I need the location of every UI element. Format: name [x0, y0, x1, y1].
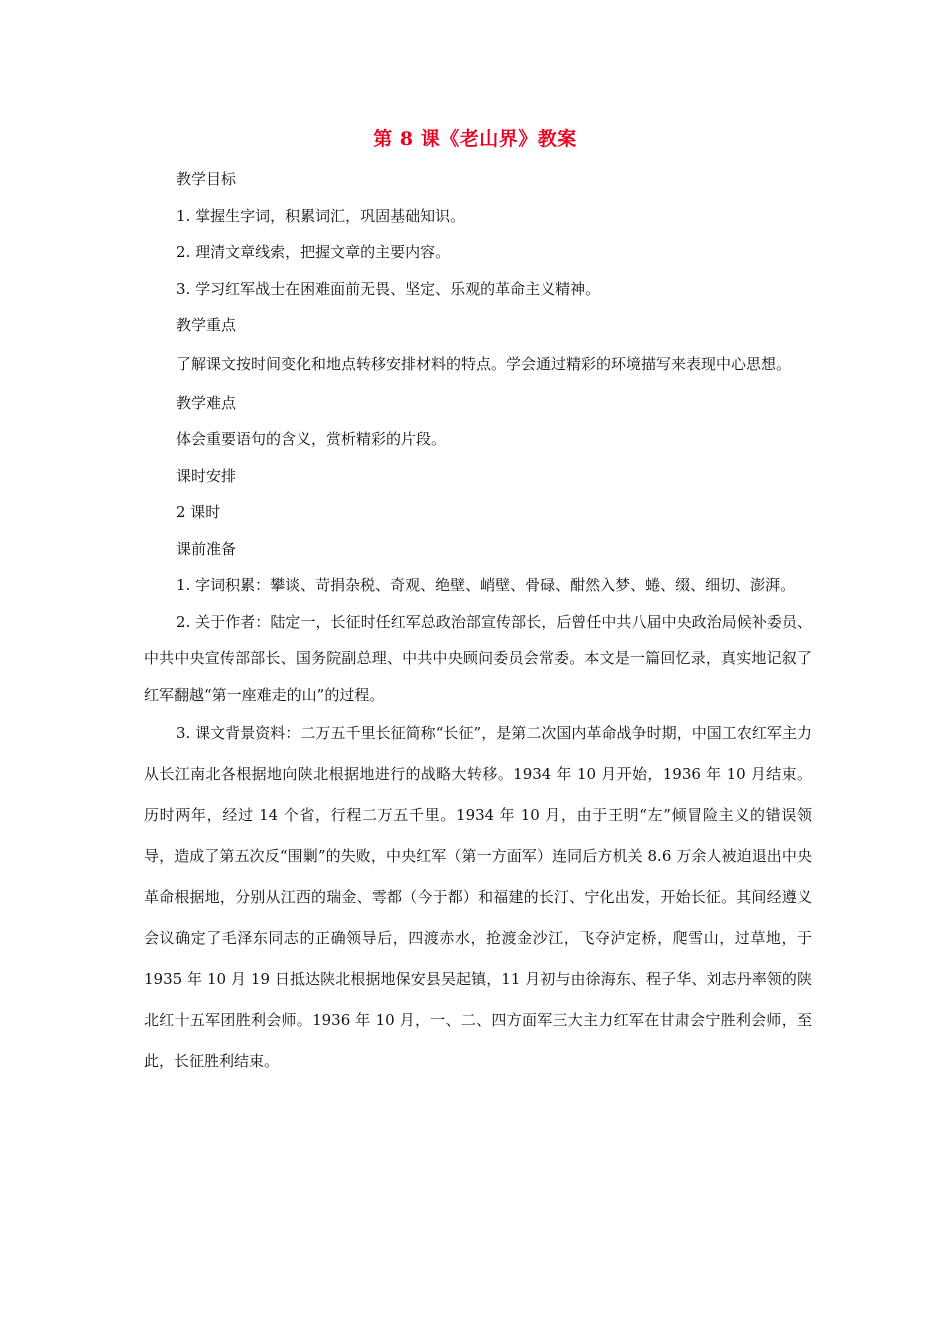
preparation-author: 2. 关于作者：陆定一，长征时任红军总政治部宣传部长，后曾任中共八届中央政治局候补委员、中共中央宣传部部长、国务院副总理、中共中央顾问委员会常委。本文是一篇回忆录，真实地记叙了红军翻越“第一座难走的山”的过程。: [144, 612, 812, 704]
difficulties-text: 体会重要语句的含义，赏析精彩的片段。: [176, 430, 447, 448]
objective-3: 3. 学习红军战士在困难面前无畏、坚定、乐观的革命主义精神。: [176, 279, 601, 298]
key-points-text: 了解课文按时间变化和地点转移安排材料的特点。学会通过精彩的环境描写来表现中心思想。: [176, 354, 792, 373]
objective-1: 1. 掌握生字词，积累词汇，巩固基础知识。: [176, 206, 466, 225]
preparation-vocabulary: 1. 字词积累：攀谈、苛捐杂税、奇观、绝壁、峭壁、骨碌、酣然入梦、蜷、缀、细切、澎湃。: [176, 576, 796, 594]
heading-key-points: 教学重点: [176, 316, 237, 334]
document-title: 第 8 课《老山界》教案: [373, 128, 577, 150]
heading-schedule: 课时安排: [176, 466, 237, 485]
objective-2: 2. 理清文章线索，把握文章的主要内容。: [176, 243, 451, 261]
preparation-background: 3. 课文背景资料：二万五千里长征简称“长征”，是第二次国内革命战争时期，中国工农红军主力从长江南北各根据地向陕北根据地进行的战略大转移。1934 年 10 月开始，1936 年 10 月结束。历时两年，经过 14 个省，行程二万五千里。1934 年 10 月，由于王明“左”倾冒险主义的错误领导，造成了第五次反“围剿”的失败，中央红军（第一方面军）连同后方机关 8.6 万余人被迫退出中央革命根据地，分别从江西的瑞金、雩都（今于都）和福建的长汀、宁化出发，开始长征。其间经遵义会议确定了毛泽东同志的正确领导后，四渡赤水，抢渡金沙江，飞夺泸定桥，爬雪山，过草地，于 1935 年 10 月 19 日抵达陕北根据地保安县吴起镇，11 月初与由徐海东、程子华、刘志丹率领的陕北红十五军团胜利会师。1936 年 10 月，一、二、四方面军三大主力红军在甘肃会宁胜利会师，至此，长征胜利结束。: [144, 724, 812, 1070]
heading-objectives: 教学目标: [176, 170, 237, 188]
schedule-text: 2 课时: [176, 503, 221, 521]
heading-difficulties: 教学难点: [176, 393, 237, 412]
heading-preparation: 课前准备: [176, 539, 237, 558]
document-body: [144, 161, 812, 1082]
